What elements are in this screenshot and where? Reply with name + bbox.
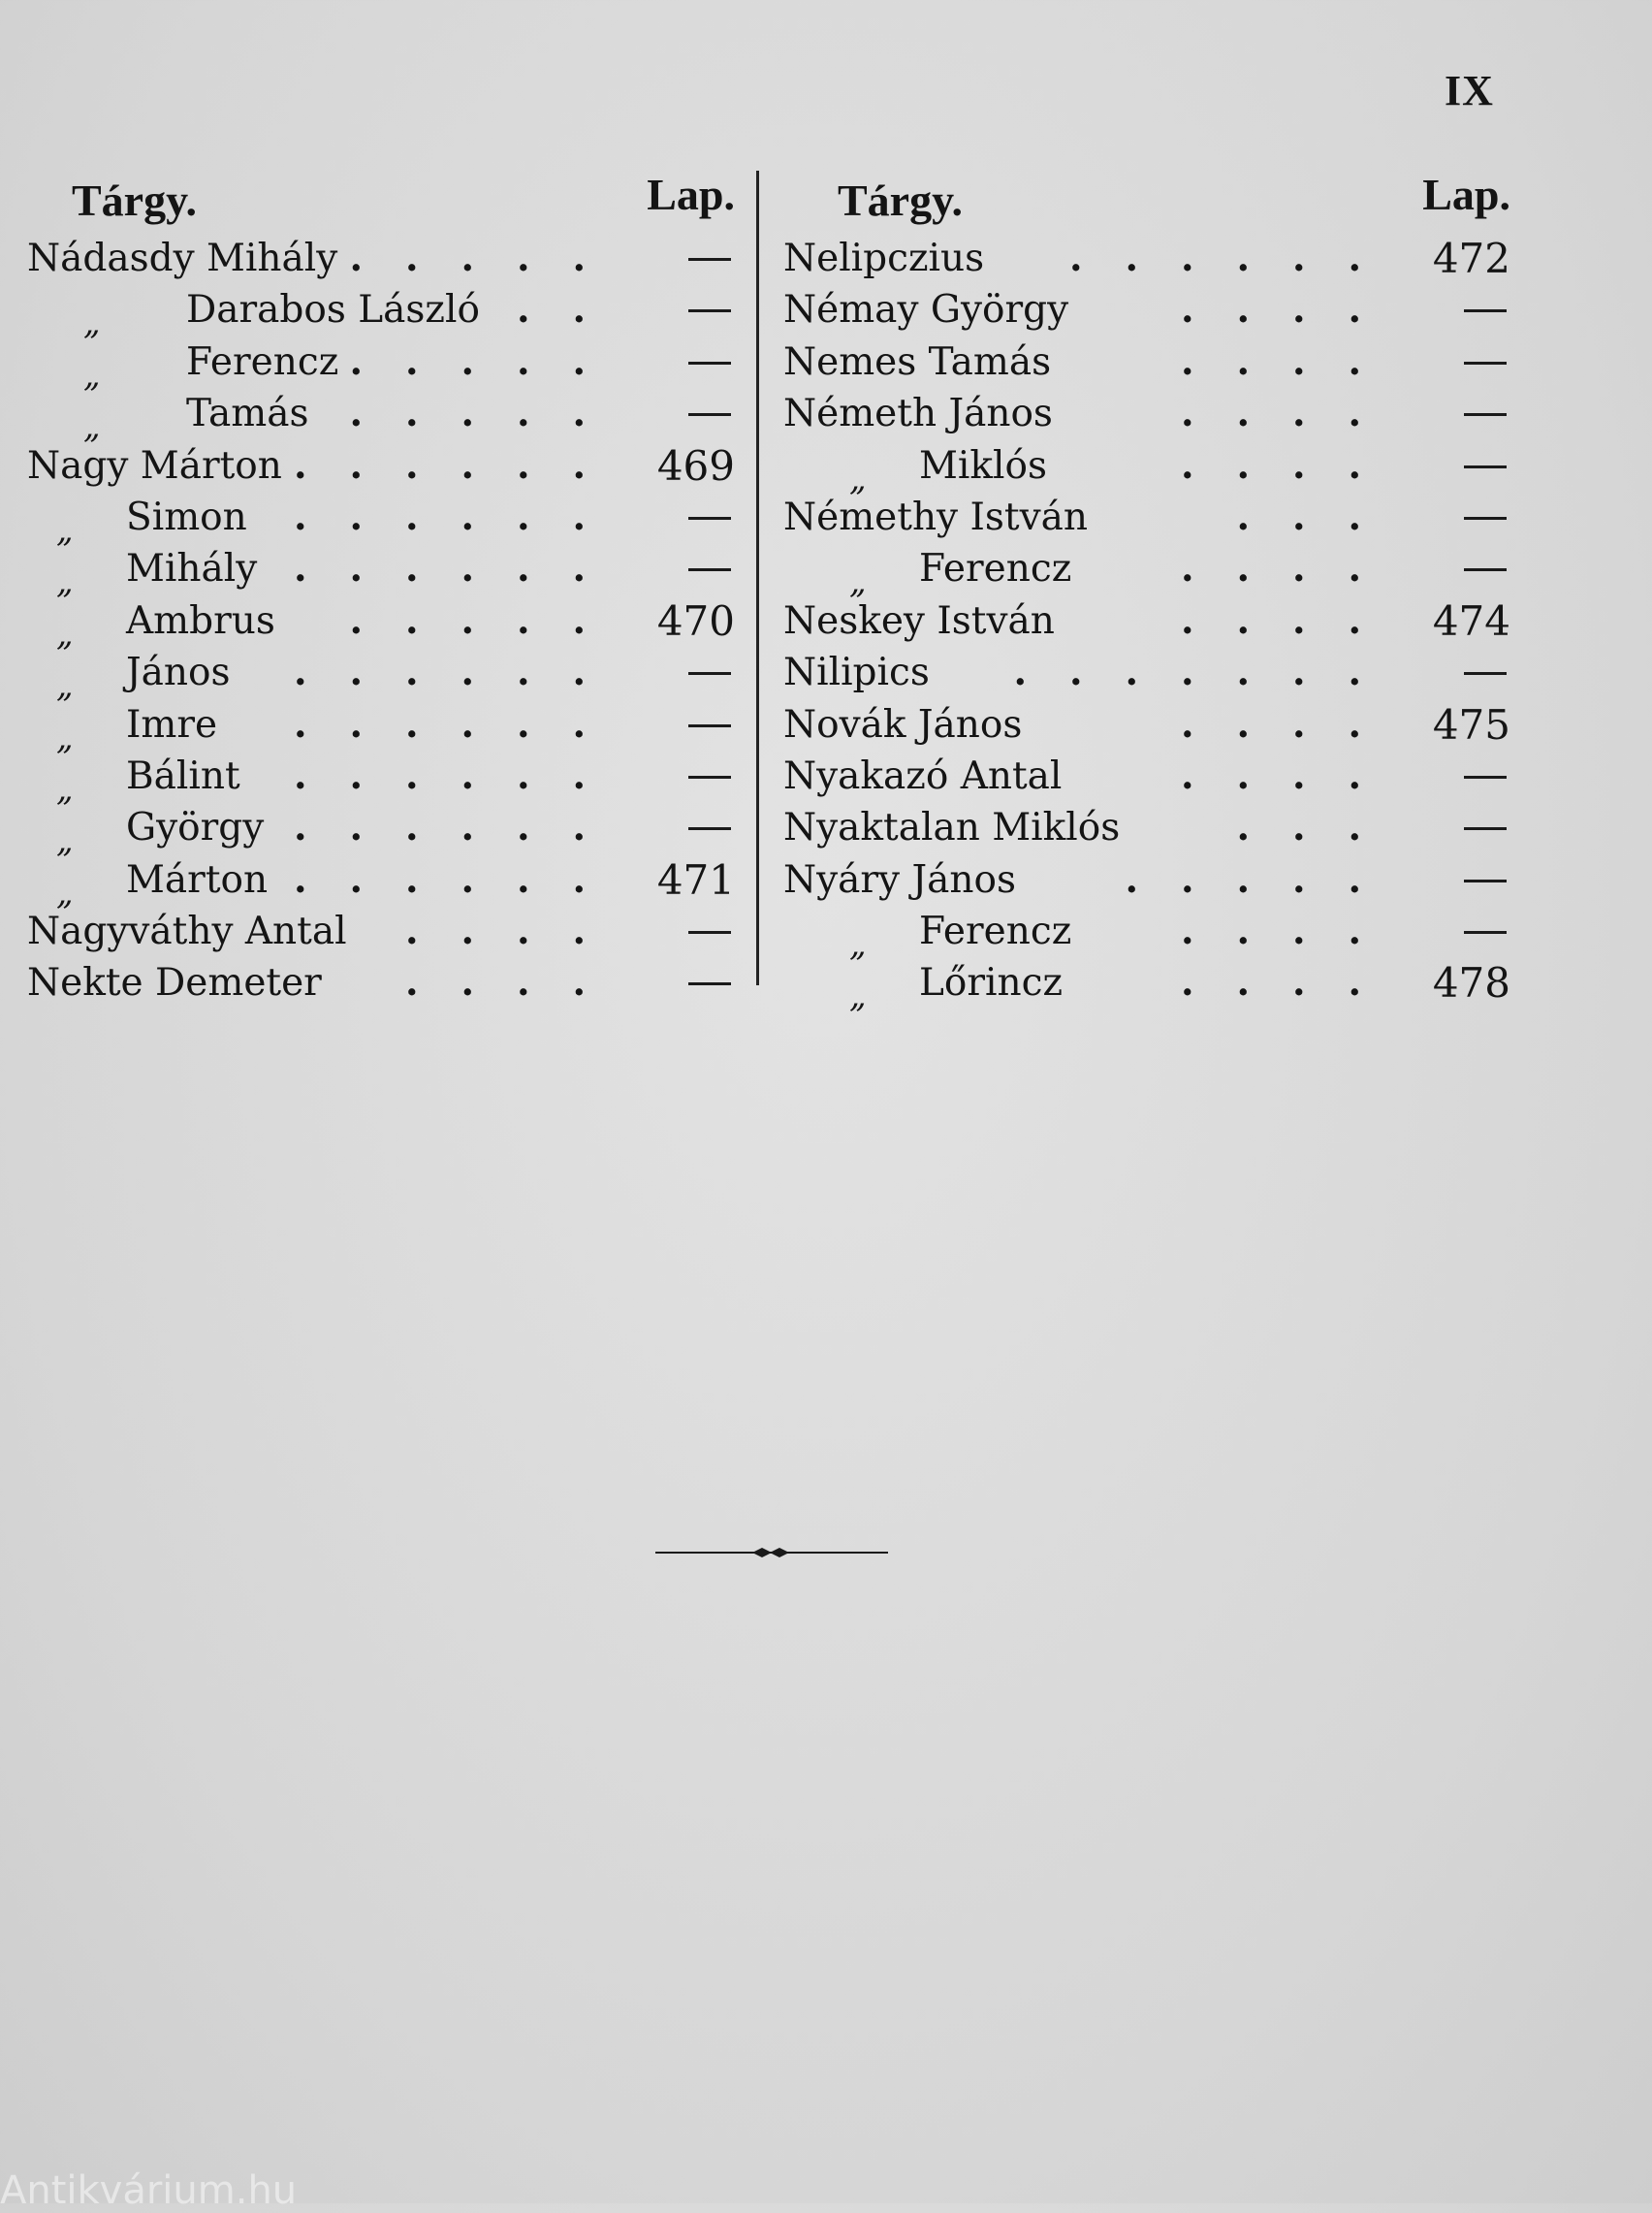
index-entry [27, 492, 735, 550]
index-rows [27, 233, 735, 1010]
index-entry [27, 233, 735, 284]
leader-dots: . . . . . [349, 338, 587, 384]
leader-dots: . . . . [405, 909, 587, 954]
index-entry [783, 492, 1510, 543]
entry-name: Ferencz [919, 547, 1072, 592]
page-ref [27, 699, 28, 700]
entry-name: Nyaktalan Miklós [783, 806, 1121, 850]
page-ref: 470 [656, 596, 735, 645]
column-divider [756, 171, 759, 985]
page-dash [1464, 309, 1507, 312]
page-ref [783, 906, 784, 907]
ditto-mark: „ [56, 821, 74, 861]
page-dash [688, 413, 731, 416]
leader-dots: . . . . [405, 960, 587, 1006]
leader-dots: . . . . [1181, 442, 1362, 488]
page-dash [688, 724, 731, 727]
entry-name: Márton [126, 857, 269, 902]
ditto-mark: „ [849, 977, 867, 1016]
entry-name: Németh János [783, 392, 1053, 436]
index-entry [783, 957, 1510, 1016]
page-ref [27, 802, 28, 803]
index-entry [27, 854, 735, 913]
index-entry [27, 388, 735, 447]
page-dash [688, 827, 731, 830]
entry-name: Némay György [783, 288, 1069, 333]
leader-dots: . . . . [1181, 753, 1362, 798]
page-ref: 469 [656, 441, 735, 490]
index-entry [27, 595, 735, 654]
page-dash [1464, 517, 1507, 520]
index-entry [783, 337, 1510, 388]
leader-dots: . . . . [1181, 546, 1362, 592]
page-dash [1464, 413, 1507, 416]
index-entry [783, 906, 1510, 965]
ditto-mark: „ [849, 459, 867, 498]
entry-name: Nagyváthy Antal [27, 910, 347, 954]
ditto-mark: „ [83, 355, 101, 395]
entry-name: György [126, 806, 265, 850]
entry-name: Nelipczius [783, 237, 985, 280]
index-entry [783, 751, 1510, 802]
page-ref: 472 [1432, 235, 1510, 282]
index-entry [783, 543, 1510, 602]
page-ref [27, 284, 28, 285]
index-entry [27, 957, 735, 1009]
leader-dots: . . . . [1181, 701, 1362, 747]
ditto-mark: „ [56, 510, 74, 550]
leader-dots: . . . . . . [294, 805, 587, 850]
index-entry [27, 751, 735, 809]
entry-name: Mihály [126, 547, 258, 592]
page-dash [688, 517, 731, 520]
index-entry [783, 647, 1510, 698]
leader-dots: . . . . . . [294, 701, 587, 747]
page-ref [27, 751, 28, 752]
leader-dots: . . . . [1181, 960, 1362, 1006]
page-dash [688, 776, 731, 779]
leader-dots: . . . . . . [294, 546, 587, 592]
entry-name: Neskey István [783, 598, 1055, 643]
ditto-mark: „ [56, 769, 74, 809]
page-dash [688, 258, 731, 261]
page-dash [1464, 672, 1507, 675]
entry-name: Novák János [783, 702, 1023, 747]
index-column-right [783, 165, 1510, 1016]
entry-name: Tamás [186, 392, 309, 436]
leader-dots: . . . . . . [294, 856, 587, 902]
index-entry [27, 543, 735, 602]
leader-dots: . . . . . [349, 597, 587, 643]
index-entry [783, 440, 1510, 498]
page-dash [1464, 465, 1507, 468]
page-dash [688, 362, 731, 365]
entry-name: Nemes Tamás [783, 339, 1052, 384]
ditto-mark: „ [56, 562, 74, 602]
leader-dots: . . . . . . [294, 442, 587, 488]
entry-name: Nilipics [783, 651, 930, 695]
ditto-mark: „ [56, 614, 74, 654]
entry-name: Nyakazó Antal [783, 754, 1063, 798]
index-entry [27, 906, 735, 957]
entry-name: Nekte Demeter [27, 961, 322, 1006]
entry-name: Ambrus [126, 598, 275, 643]
index-entry [783, 699, 1510, 751]
leader-dots: . . . . [1181, 391, 1362, 436]
index-entry [783, 388, 1510, 439]
index-entry [27, 337, 735, 395]
leader-dots: . . . . . [349, 236, 587, 280]
subject-header: Tárgy. [838, 176, 964, 225]
leader-dots: . . . . . . [294, 494, 587, 539]
page-ref: 475 [1432, 700, 1510, 749]
page-dash [688, 672, 731, 675]
entry-name: Nádasdy Mihály [27, 237, 338, 280]
index-entry [27, 699, 735, 757]
leader-dots: . . . . . . [294, 753, 587, 798]
page-dash [688, 309, 731, 312]
index-entry [783, 854, 1510, 906]
leader-dots: . . . [1236, 494, 1362, 539]
page-header: Lap. [1422, 170, 1510, 219]
entry-name: Némethy István [783, 495, 1088, 539]
page-ref [783, 440, 784, 441]
leader-dots: . . . [1236, 805, 1362, 850]
leader-dots: . . . . . . [1069, 236, 1362, 280]
ditto-mark: „ [56, 873, 74, 913]
page-dash [1464, 568, 1507, 571]
page-dash [688, 982, 731, 985]
page-dash [1464, 362, 1507, 365]
page-ref [783, 543, 784, 544]
page-dash [1464, 776, 1507, 779]
index-entry [27, 802, 735, 861]
page-ref [27, 388, 28, 389]
ditto-mark: „ [83, 407, 101, 447]
page-header: Lap. [647, 170, 735, 219]
leader-dots: . . . . [1181, 597, 1362, 643]
leader-dots: . . . . [1181, 287, 1362, 333]
index-entry [783, 233, 1510, 284]
entry-name: Nagy Márton [27, 443, 282, 488]
ditto-mark: „ [849, 562, 867, 602]
column-header [783, 165, 1510, 233]
page-dash [1464, 827, 1507, 830]
index-column-left [27, 165, 735, 1010]
entry-name: Imre [126, 702, 218, 747]
page-dash [688, 568, 731, 571]
page-ref: 478 [1432, 959, 1510, 1008]
page-dash [1464, 880, 1507, 882]
entry-name: Nyáry János [783, 857, 1016, 902]
index-entry [27, 647, 735, 706]
subject-header: Tárgy. [72, 176, 198, 225]
leader-dots: . . . . . [349, 391, 587, 436]
ditto-mark: „ [849, 925, 867, 965]
page-dash [688, 931, 731, 934]
page-ref [27, 647, 28, 648]
page-ref [27, 492, 28, 493]
index-entry [27, 440, 735, 492]
entry-name: Darabos László [186, 288, 480, 333]
page-ref: 471 [656, 855, 735, 904]
entry-name: János [126, 651, 231, 695]
page-number: IX [1445, 67, 1494, 114]
entry-name: Lőrincz [919, 961, 1064, 1006]
page-dash [1464, 931, 1507, 934]
ditto-mark: „ [83, 304, 101, 343]
page-ref [27, 543, 28, 544]
leader-dots: . . [517, 287, 587, 333]
index-entry [783, 802, 1510, 853]
leader-dots: . . . . . . . [1013, 650, 1362, 695]
page-ref: 474 [1432, 596, 1510, 645]
leader-dots: . . . . [1181, 909, 1362, 954]
entry-name: Ferencz [919, 910, 1072, 954]
entry-name: Bálint [126, 754, 240, 798]
index-entry [27, 284, 735, 343]
index-entry [783, 595, 1510, 647]
ornament-divider [655, 1545, 888, 1560]
column-header [27, 165, 735, 233]
entry-name: Simon [126, 495, 247, 539]
ditto-mark: „ [56, 666, 74, 706]
leader-dots: . . . . [1181, 338, 1362, 384]
leader-dots: . . . . . . [294, 650, 587, 695]
entry-name: Ferencz [186, 339, 339, 384]
entry-name: Miklós [919, 443, 1048, 488]
watermark: Antikvárium.hu [0, 2168, 298, 2213]
index-entry [783, 284, 1510, 336]
leader-dots: . . . . . [1125, 856, 1362, 902]
ditto-mark: „ [56, 718, 74, 757]
index-rows [783, 233, 1510, 1016]
